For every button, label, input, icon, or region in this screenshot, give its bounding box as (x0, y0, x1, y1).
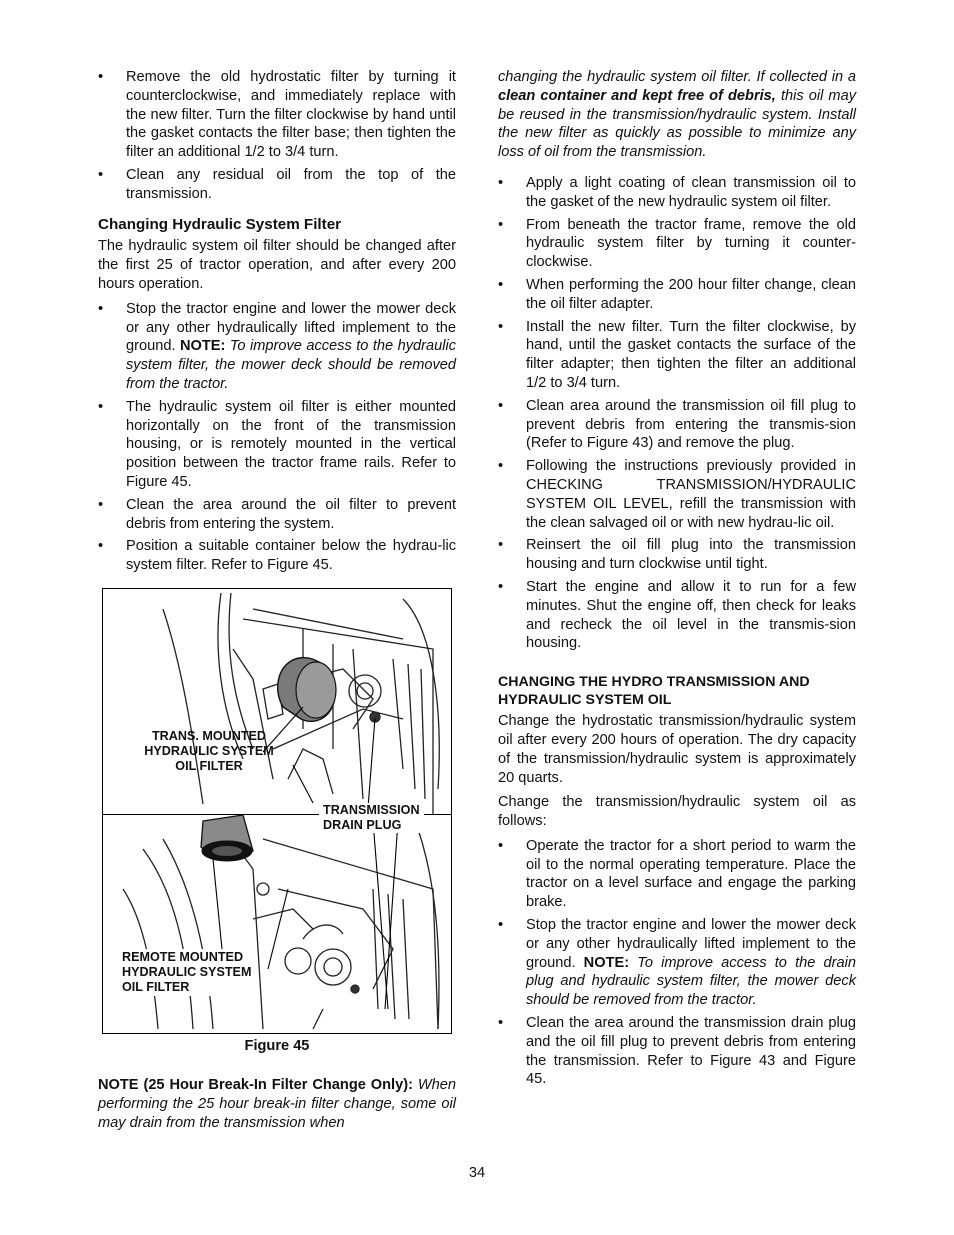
list-item: • Remove the old hydrostatic filter by turning it counterclockwise, and immediately replace with the new filter. Turn the filter clockwise by hand until the gasket contacts the filter base; then tighten the filter an additional 1/2 to 3/4 turn. (98, 68, 456, 162)
note-text: When performing the 25 hour break-in filter change, some oil may drain from the transmission when (98, 1077, 456, 1131)
note-text: To improve access to the hydraulic system filter, the mower deck should be removed from the tractor. (126, 338, 457, 392)
bullet-list (98, 300, 456, 575)
label-line: TRANS. MOUNTED (151, 729, 267, 743)
section-heading: Changing Hydraulic System Filter (98, 215, 342, 233)
label-remote-mounted-filter (119, 949, 254, 996)
bullet-list (498, 837, 856, 1089)
list-item-text: Stop the tractor engine and lower the mower deck or any other hydraulically lifted implement to the ground. (126, 300, 456, 355)
label-line: REMOTE MOUNTED (122, 950, 244, 964)
page-number: 34 (468, 1165, 486, 1181)
label-line: TRANSMISSION (323, 803, 420, 817)
trans-mounted-filter-icon (278, 658, 336, 722)
paragraph: Change the transmission/hydraulic system oil as follows: (498, 794, 856, 830)
figure-caption: Figure 45 (244, 1038, 310, 1054)
list-item (98, 300, 456, 394)
list-item (498, 916, 856, 1010)
list-item: • Reinsert the oil fill plug into the transmission housing and turn clockwise until tight. (498, 536, 856, 574)
left-column (98, 68, 456, 579)
list-item: • Operate the tractor for a short period to warm the oil to the normal operating temperature. Place the tractor on a level surface and engage the parking brake. (498, 837, 856, 912)
right-column (498, 68, 856, 1093)
list-item: • Clean area around the transmission oil fill plug to prevent debris from entering the transmis-sion (Refer to Figure 43) and remove the plug. (498, 397, 856, 453)
label-line: HYDRAULIC SYSTEM (122, 965, 252, 979)
paragraph: The hydraulic system oil filter should be changed after the first 25 of tractor operation, and after every 200 hours operation. (98, 238, 456, 292)
list-item: • When performing the 200 hour filter change, clean the oil filter adapter. (498, 276, 856, 314)
note-label: NOTE: (179, 338, 226, 355)
note-label: NOTE (25 Hour Break-In Filter Change Only): (98, 1077, 413, 1093)
bullet-list (498, 174, 856, 653)
list-item: • Clean any residual oil from the top of the transmission. (98, 166, 456, 204)
bullet-list (98, 68, 456, 204)
list-item: • Position a suitable container below the hydrau-lic system filter. Refer to Figure 45. (98, 537, 456, 575)
note-text: changing the hydraulic system oil filter. If collected in a (498, 69, 856, 85)
list-item-text: Stop the tractor engine and lower the mower deck or any other hydraulically lifted implement to the ground. (526, 917, 856, 971)
label-line: OIL FILTER (122, 980, 190, 994)
label-line: HYDRAULIC SYSTEM (144, 744, 274, 758)
note-label: NOTE: (583, 954, 630, 971)
note-text: this oil may be reused in the transmission/hydraulic system. Install the new filter as quickly as possible to minimize any loss of oil from the transmission. (498, 87, 856, 161)
section-heading: CHANGING THE HYDRO TRANSMISSION AND HYDRAULIC SYSTEM OIL (498, 674, 810, 709)
label-line: OIL FILTER (175, 759, 243, 773)
list-item: • The hydraulic system oil filter is either mounted horizontally on the front of the transmission housing, or is remotely mounted in the vertical position between the tractor frame rails. Refer to Figure 45. (98, 398, 456, 492)
list-item: • Following the instructions previously provided in CHECKING TRANSMISSION/HYDRAULIC SYSTEM OIL LEVEL, refill the transmission with the clean salvaged oil or with new hydrau-lic oil. (498, 457, 856, 532)
label-line: DRAIN PLUG (323, 818, 402, 832)
list-item: • Install the new filter. Turn the filter clockwise, by hand, until the gasket contacts the surface of the filter adapter; then tighten the filter an additional 1/2 to 3/4 turn. (498, 318, 856, 393)
list-item: • Start the engine and allow it to run for a few minutes. Shut the engine off, then check for leaks and recheck the oil level in the transmis-sion housing. (498, 578, 856, 653)
label-trans-mounted-filter (135, 729, 283, 774)
note-text: To improve access to the drain plug and hydraulic system filter, the mower deck should be removed from the tractor. (526, 954, 856, 1009)
list-item: • From beneath the tractor frame, remove the old hydraulic system filter by turning it counter-clockwise. (498, 216, 856, 272)
figure-45 (102, 588, 452, 1034)
list-item: • Apply a light coating of clean transmission oil to the gasket of the new hydraulic system oil filter. (498, 174, 856, 212)
list-item: • Clean the area around the oil filter to prevent debris from entering the system. (98, 496, 456, 534)
break-in-note (98, 1076, 456, 1132)
remote-mounted-filter-icon (201, 815, 253, 861)
note-continuation (498, 68, 856, 162)
paragraph: Change the hydrostatic transmission/hydraulic system oil after every 200 hours of operation. The dry capacity of the transmission/hydraulic system is approximately 20 quarts. (498, 713, 856, 786)
list-item: • Clean the area around the transmission drain plug and the oil fill plug to prevent debris from entering the transmission. Refer to Figure 43 and Figure 45. (498, 1014, 856, 1089)
label-transmission-drain-plug (319, 803, 424, 833)
note-emphasis: clean container and kept free of debris, (498, 87, 776, 104)
